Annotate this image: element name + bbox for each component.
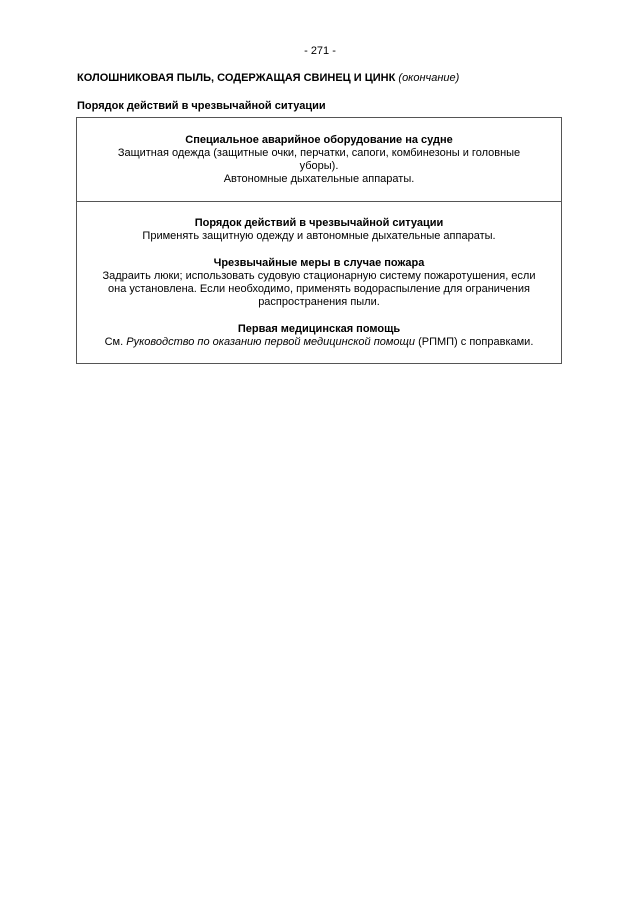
first-aid-text bbox=[85, 336, 553, 349]
document-title-main: КОЛОШНИКОВАЯ ПЫЛЬ, СОДЕРЖАЩАЯ СВИНЕЦ И ЦИНК bbox=[77, 72, 396, 84]
equipment-line: Автономные дыхательные аппараты. bbox=[223, 173, 415, 185]
first-aid-title: Первая медицинская помощь bbox=[237, 323, 401, 335]
section-heading: Порядок действий в чрезвычайной ситуации bbox=[77, 100, 326, 112]
first-aid-reference: Руководство по оказанию первой медицинской помощи bbox=[126, 336, 416, 348]
equipment-line: уборы). bbox=[299, 160, 339, 172]
fire-measures-line: Задраить люки; использовать судовую стационарную систему пожаротушения, если bbox=[102, 270, 536, 282]
fire-measures-title: Чрезвычайные меры в случае пожара bbox=[213, 257, 425, 269]
fire-measures-line: она установлена. Если необходимо, применять водораспыление для ограничения bbox=[108, 283, 530, 295]
fire-measures-line: распространения пыли. bbox=[258, 296, 380, 308]
actions-cell bbox=[77, 202, 561, 363]
first-aid-suffix: (РПМП) с поправками. bbox=[418, 336, 534, 348]
first-aid-block bbox=[85, 323, 553, 349]
fire-measures-block bbox=[85, 257, 553, 309]
first-aid-prefix: См. bbox=[104, 336, 124, 348]
page-number: - 271 - bbox=[304, 45, 336, 57]
emergency-info-table bbox=[76, 117, 562, 364]
document-title bbox=[77, 72, 577, 84]
equipment-line: Защитная одежда (защитные очки, перчатки, сапоги, комбинезоны и головные bbox=[117, 147, 521, 159]
equipment-cell bbox=[77, 118, 561, 202]
emergency-procedure-title: Порядок действий в чрезвычайной ситуации bbox=[194, 217, 444, 229]
emergency-procedure-text: Применять защитную одежду и автономные дыхательные аппараты. bbox=[142, 230, 496, 242]
equipment-title: Специальное аварийное оборудование на судне bbox=[185, 134, 453, 146]
emergency-procedure-block bbox=[85, 217, 553, 243]
document-title-suffix: (окончание) bbox=[398, 72, 460, 84]
